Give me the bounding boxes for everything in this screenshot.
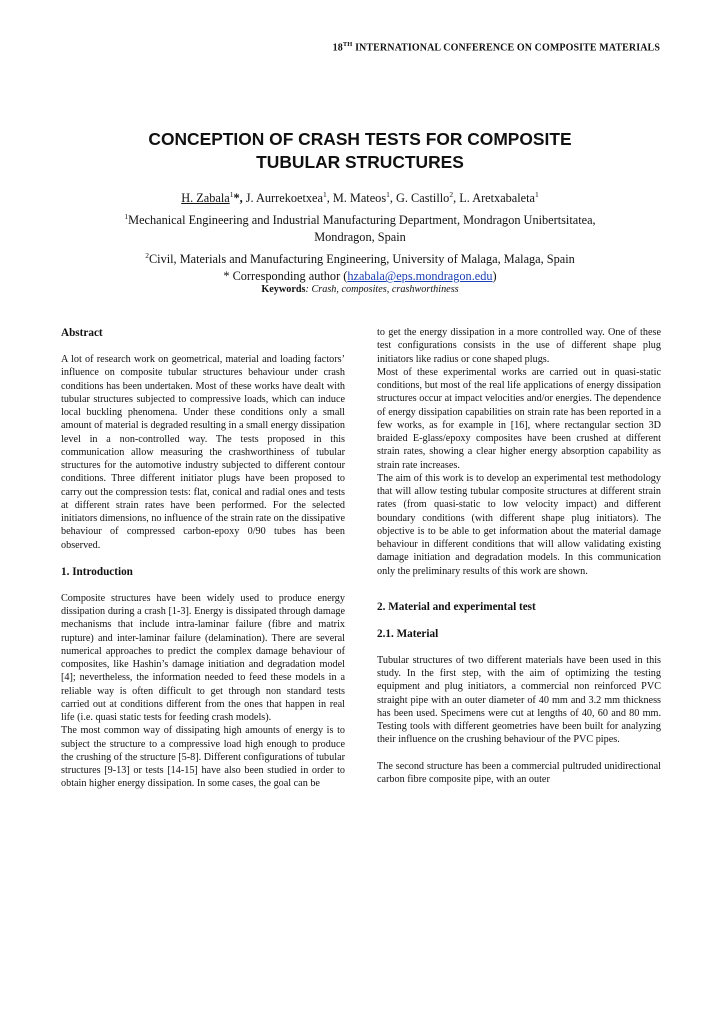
title-line-1: CONCEPTION OF CRASH TESTS FOR COMPOSITE xyxy=(148,129,572,149)
author-affiliation: 1 xyxy=(322,190,327,199)
keywords-colon: : xyxy=(305,284,312,295)
introduction-heading: 1. Introduction xyxy=(61,565,133,578)
keywords-line xyxy=(0,284,720,295)
author: , G. Castillo xyxy=(389,191,450,206)
conference-header xyxy=(0,41,660,53)
affiliation-2 xyxy=(0,247,720,269)
affiliation-1-city: Mondragon, Spain xyxy=(314,230,406,245)
author-affiliation: 1 xyxy=(386,190,390,199)
author: , L. Aretxabaleta xyxy=(453,191,536,206)
corresponding-label: * Corresponding author ( xyxy=(223,269,348,284)
introduction-paragraph-5: The aim of this work is to develop an experimental test methodology that will allow testing tubular composite structures at different strain rates (from quasi-static to low velocity impact) and different boundary conditions (with different shape plug initiators). The objective is to be able to get information about the material damage behaviour in different conditions that will allow validating existing damage initiation and degradation models. In this communication only the preliminary results of this work are shown. xyxy=(377,472,661,577)
corresponding-email-link[interactable]: hzabala@eps.mondragon.edu xyxy=(347,269,493,284)
first-author-affiliation: 1 xyxy=(229,190,234,199)
author: , M. Mateos xyxy=(326,191,387,206)
header-ordinal: TH xyxy=(342,41,353,48)
introduction-paragraph-1: Composite structures have been widely used to produce energy dissipation during a crash [1-3]. Energy is dissipated through damage mechanisms that include intra-laminar failure (fibre and matrix rupture) and inter-laminar failure (delamination). There are several numerical approaches to predict the complex damage behaviour of composites, like Hashin’s damage initiation and degradation model [4]; nevertheless, the information needed to feed these models in a reliable way is often difficult to get through non standard tests carried out at conditions different from the ones that happen in real life (i.e. quasi static tests for feeding crash models). xyxy=(61,592,345,723)
author-affiliation: 2 xyxy=(449,190,454,199)
section-2-heading: 2. Material and experimental test xyxy=(377,600,536,613)
paper-title xyxy=(0,128,720,174)
right-column xyxy=(377,326,661,786)
affiliation-1-text: Mechanical Engineering and Industrial Manufacturing Department, Mondragon Unibertsitatea, xyxy=(128,212,596,227)
header-text: INTERNATIONAL CONFERENCE ON COMPOSITE MATERIALS xyxy=(352,42,660,54)
material-paragraph-1: Tubular structures of two different materials have been used in this study. In the first step, with the aim of optimizing the testing equipment and plug initiators, a commercial non reinforced PVC straight pipe with an outer diameter of 40 mm and 3.2 mm thickness has been used. Specimens were cut at lengths of 40, 60 and 80 mm. Testing tools with different geometries have been built for analyzing their influence on the crushing behaviour of the PVC pipes. xyxy=(377,654,661,746)
introduction-paragraph-4: Most of these experimental works are carried out in quasi-static conditions, but most of the real life applications of energy dissipation structures occur at impact velocities and/or energies. The dependence of energy dissipation capabilities on strain rate has been reported in a few works, as for example in [16], where rectangular section 3D braided E-glass/epoxy composites have been crushed at different strain rates, showing a clear higher energy absorption capability as strain rate increases. xyxy=(377,366,661,471)
affiliation-1-number: 1 xyxy=(124,211,129,221)
corresponding-close: ) xyxy=(492,269,497,284)
author-block xyxy=(0,186,720,286)
author-list xyxy=(0,186,720,208)
corresponding-marker: *, xyxy=(233,191,243,206)
author: J. Aurrekoetxea xyxy=(242,191,323,206)
affiliation-2-text: Civil, Materials and Manufacturing Engineering, University of Malaga, Malaga, Spain xyxy=(148,251,575,266)
affiliation-1 xyxy=(0,208,720,230)
introduction-paragraph-2: The most common way of dissipating high amounts of energy is to subject the structure to a compressive load high enough to produce the crushing of the structure [5-8]. Different configurations of tubular structures [9-13] or tests [14-15] have also been studied in order to obtain higher energy dissipation. In some cases, the goal can be xyxy=(61,725,345,790)
first-author: H. Zabala xyxy=(181,191,230,206)
section-2-1-heading: 2.1. Material xyxy=(377,627,439,640)
abstract-text: A lot of research work on geometrical, material and loading factors’ influence on composite tubular structures behaviour under crash conditions has been undertaken. Most of these works have dealt with tubular structures subjected to compressive loads, which can induce local buckling phenomena. Under these conditions only a small amount of material is degraded resulting in a small energy dissipation level in a non-controlled way. The tests proposed in this communication allow measuring the crashworthiness of tubular structures for the automotive industry subjected to different contour conditions. Three different initiator plugs have been proposed to carry out the compression tests: flat, conical and radial ones and tests at different strain rates have been performed. For the selected initiators dimensions, no influence of the strain rate on the dissipative behaviour of compressed carbon-epoxy 0/90 tubes has been observed. xyxy=(61,354,345,551)
keywords-value: Crash, composites, crashworthiness xyxy=(311,284,459,295)
introduction-paragraph-3: to get the energy dissipation in a more controlled way. One of these test configurations consists in the use of different shape plug initiators like radius or cone shaped plugs. xyxy=(377,327,661,365)
abstract-heading: Abstract xyxy=(61,327,103,339)
author-affiliation: 1 xyxy=(535,190,539,199)
material-paragraph-2: The second structure has been a commercial pultruded unidirectional carbon fibre composite pipe, with an outer xyxy=(377,760,661,785)
header-number: 18 xyxy=(332,42,343,54)
title-line-2: TUBULAR STRUCTURES xyxy=(256,152,464,172)
affiliation-2-number: 2 xyxy=(145,250,149,260)
left-column xyxy=(61,326,345,791)
keywords-label: Keywords xyxy=(261,284,306,295)
